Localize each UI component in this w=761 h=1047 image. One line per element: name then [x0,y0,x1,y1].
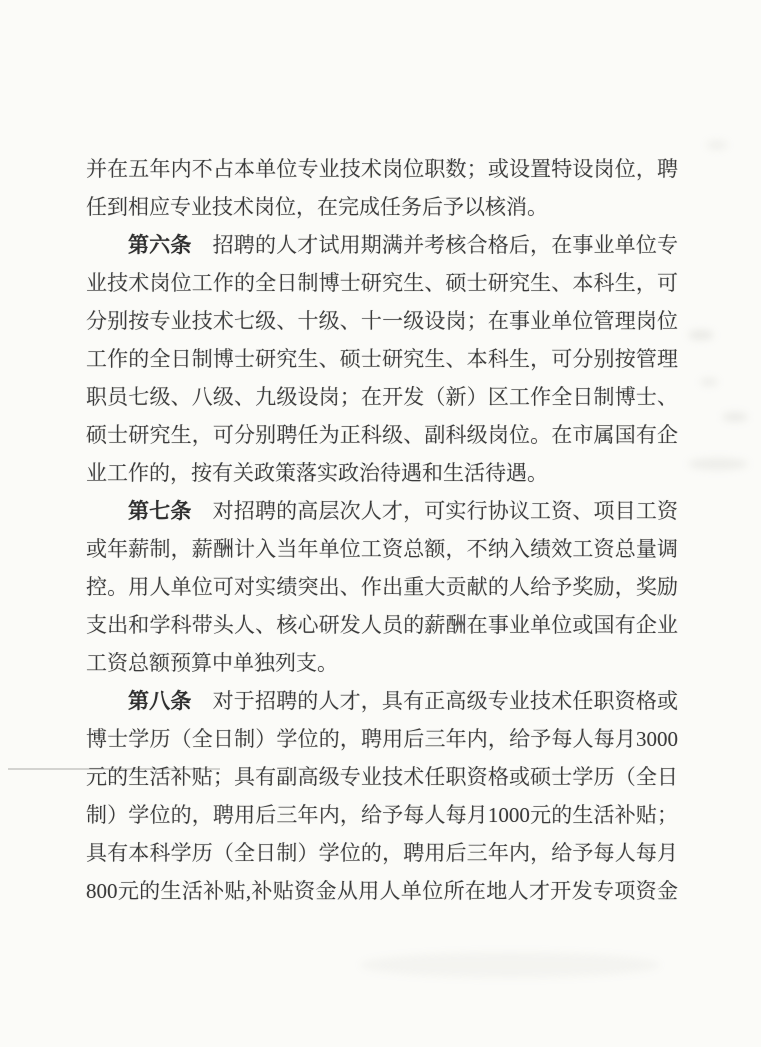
scan-smudge [700,378,718,386]
text-line: 博士学历（全日制）学位的，聘用后三年内，给予每人每月3000 [86,727,678,751]
text-line: 工作的全日制博士研究生、硕士研究生、本科生，可分别按管理 [86,347,678,371]
scan-smudge [360,952,660,978]
text-line: 分别按专业技术七级、十级、十一级设岗；在事业单位管理岗位 [86,309,678,333]
scan-smudge [688,330,714,340]
text-line: 具有本科学历（全日制）学位的，聘用后三年内，给予每人每月 [86,841,678,865]
text-line: 支出和学科带头人、核心研发人员的薪酬在事业单位或国有企业 [86,613,678,637]
scan-smudge [706,140,728,150]
article-heading: 第六条 [128,233,192,257]
text-line: 第七条 对招聘的高层次人才，可实行协议工资、项目工资 [128,499,679,523]
text-line: 制）学位的，聘用后三年内，给予每人每月1000元的生活补贴； [86,803,678,827]
text-line: 并在五年内不占本单位专业技术岗位职数；或设置特设岗位，聘 [86,157,678,181]
article-heading: 第八条 [128,689,192,713]
text-line: 业工作的，按有关政策落实政治待遇和生活待遇。 [86,461,548,485]
text-line: 800元的生活补贴,补贴资金从用人单位所在地人才开发专项资金 [86,879,678,903]
text-line: 第八条 对于招聘的人才，具有正高级专业技术任职资格或 [128,689,679,713]
scan-smudge [688,458,748,470]
text-line: 元的生活补贴；具有副高级专业技术任职资格或硕士学历（全日 [86,765,678,789]
text-line: 工资总额预算中单独列支。 [86,651,338,675]
text-line: 或年薪制，薪酬计入当年单位工资总额，不纳入绩效工资总量调 [86,537,678,561]
text-line: 控。用人单位可对实绩突出、作出重大贡献的人给予奖励，奖励 [86,575,678,599]
document-text-block [86,150,678,910]
text-line: 第六条 招聘的人才试用期满并考核合格后，在事业单位专 [128,233,679,257]
scan-smudge [722,412,748,422]
text-line: 硕士研究生，可分别聘任为正科级、副科级岗位。在市属国有企 [86,423,678,447]
text-line: 任到相应专业技术岗位，在完成任务后予以核消。 [86,195,548,219]
text-line: 业技术岗位工作的全日制博士研究生、硕士研究生、本科生，可 [86,271,678,295]
article-heading: 第七条 [128,499,192,523]
text-line: 职员七级、八级、九级设岗；在开发（新）区工作全日制博士、 [86,385,678,409]
